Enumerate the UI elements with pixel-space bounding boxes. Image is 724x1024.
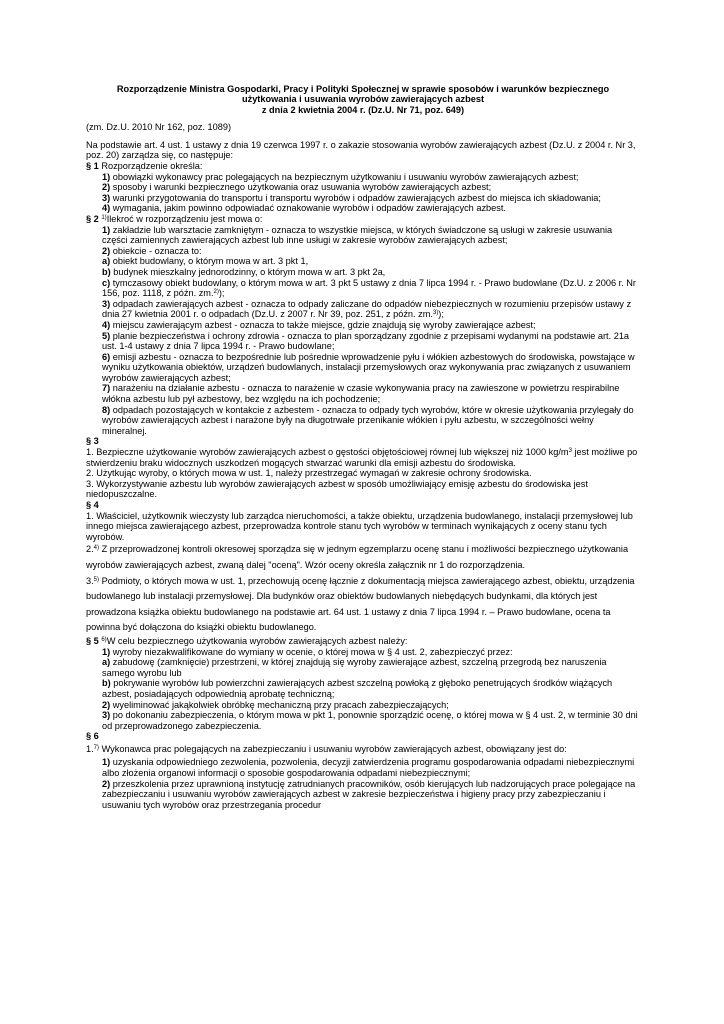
section-2-item-3: 3) odpadach zawierających azbest - oznacza to odpady zaliczane do odpadów niebezpiecznych w rozumieniu przepisów ustawy z dnia 27 kwietnia 2001 r. o odpadach (Dz.U. z 2007 r. Nr 39, poz. 251, z późn. zm.$^{3)}$); <box>102 298 632 320</box>
section-1-mark: § 1 <box>86 161 99 171</box>
section-4-mark: § 4 <box>86 500 99 510</box>
section-1-item-4: 4) wymagania, jakim powinno odpowiadać oznakowanie wyrobów i odpadów zawierających azbest. <box>102 203 506 214</box>
section-4-para-2: 2.$^{4)}$ Z przeprowadzonej kontroli okresowej sporządza się w jednym egzemplarzu ocenę stanu i możliwości bezpiecznego użytkowania wyrobów zawierających azbest, zwaną dalej "oceną". Wzór oceny określa załącznik nr 1 do rozporządzenia. <box>86 544 629 570</box>
section-2-item-2c: c) tymczasowy obiekt budowlany, o którym mowa w art. 3 pkt 5 ustawy z dnia 7 lipca 1994 r. - Prawo budowlane (Dz.U. z 2006 r. Nr 156, poz. 1118, z późn. zm.$^{2)}$); <box>102 277 636 299</box>
section-5-item-3: 3) po dokonaniu zabezpieczenia, o którym mowa w pkt 1, ponownie sporządzić ocenę, o której mowa w § 4 ust. 2, w terminie 30 dni od przeprowadzonego zabezpieczenia. <box>102 710 638 731</box>
footnote-ref: 1) <box>101 214 107 221</box>
document-title-line-2: użytkowania i usuwania wyrobów zawierających azbest <box>241 94 484 105</box>
footnote-ref: 6) <box>101 636 107 643</box>
section-2-item-2b: b) budynek mieszkalny jednorodzinny, o którym mowa w art. 3 pkt 2a, <box>102 266 386 277</box>
preamble: Na podstawie art. 4 ust. 1 ustawy z dnia 19 czerwca 1997 r. o zakazie stosowania wyrobów zawierających azbest (Dz.U. z 2004 r. Nr 3, poz. 20) zarządza się, co następuje: <box>86 139 636 161</box>
section-2-item-1: 1) zakładzie lub warsztacie zamkniętym - oznacza to wszystkie miejsca, w których świadczone są usługi w zakresie usuwania części zamiennych zawierających azbest lub inne usługi w zakresie wyrobów zawierających azbest; <box>102 224 613 246</box>
section-4-para-1: 1. Właściciel, użytkownik wieczysty lub zarządca nieruchomości, a także obiektu, urządzenia budowlanego, instalacji przemysłowej lub innego miejsca zawierającego azbest, przeprowadza kontrole stanu tych wyrobów w terminach wynikających z oceny stanu tych wyrobów. <box>86 510 633 542</box>
section-6-item-1: 1) uzyskania odpowiedniego zezwolenia, pozwolenia, decyzji zatwierdzenia programu gospodarowania odpadami niebezpiecznymi albo złożenia organowi informacji o sposobie gospodarowania odpadami niebezpiecznymi; <box>102 757 635 779</box>
section-5-item-1b: b) pokrywanie wyrobów lub powierzchni zawierających azbest szczelną powłoką z głęboko penetrujących środków wiążących azbest, posiadających odpowiednią aprobatę techniczną; <box>102 678 613 699</box>
section-2-item-4: 4) miejscu zawierającym azbest - oznacza to także miejsce, gdzie znajdują się wyroby zawierające azbest; <box>102 319 536 330</box>
section-5-mark: § 5 <box>86 635 99 646</box>
document-page <box>86 84 640 810</box>
section-6-item-2: 2) przeszkolenia przez uprawnioną instytucję zatrudnianych pracowników, osób kierujących lub nadzorujących prace polegające na zabezpieczaniu i usuwaniu wyrobów zawierających azbest w zakresie bezpieczeństwa i higieny pracy przy zabezpieczaniu i usuwaniu tych wyrobów oraz przestrzegania procedur <box>102 778 636 810</box>
footnote-ref: 4) <box>93 545 100 552</box>
section-3-mark: § 3 <box>86 436 99 447</box>
section-1-item-3: 3) warunki przygotowania do transportu i transportu wyrobów i odpadów zawierających azbest do miejsca ich składowania; <box>102 192 601 203</box>
amendment-note: (zm. Dz.U. 2010 Nr 162, poz. 1089) <box>86 122 232 133</box>
footnote-ref: 5) <box>93 576 100 583</box>
footnote-ref: 3) <box>432 310 439 317</box>
section-5-item-2: 2) wyeliminować jakąkolwiek obróbkę mechaniczną przy pracach zabezpieczających; <box>102 699 449 710</box>
section-6-para-1: 1.$^{7)}$ Wykonawca prac polegających na zabezpieczaniu i usuwaniu wyrobów zawierających azbest, obowiązany jest do: <box>86 743 567 754</box>
section-6-mark: § 6 <box>86 731 99 742</box>
section-1-item-1: 1) obowiązki wykonawcy prac polegających na bezpiecznym użytkowaniu i usuwaniu wyrobów zawierających azbest; <box>102 171 579 182</box>
footnote-ref: 7) <box>93 744 100 751</box>
section-2-intro: § 2 $^{1)}$Ilekroć w rozporządzeniu jest mowa o: <box>86 213 263 224</box>
section-1-item-2: 2) sposoby i warunki bezpiecznego użytkowania oraz usuwania wyrobów zawierających azbest; <box>102 182 492 193</box>
section-5-item-1: 1) wyroby niezakwalifikowane do wymiany w ocenie, o której mowa w § 4 ust. 2, zabezpieczyć przez: <box>102 646 513 657</box>
section-1-intro: § 1 Rozporządzenie określa: <box>86 161 203 171</box>
section-2-item-2a: a) obiekt budowlany, o którym mowa w art. 3 pkt 1, <box>102 256 309 267</box>
section-2-item-2: 2) obiekcie - oznacza to: <box>102 245 202 256</box>
section-2-item-6: 6) emisji azbestu - oznacza to bezpośrednie lub pośrednie wprowadzenie pyłu i włókien azbestowych do środowiska, powstające w wyniku użytkowania obiektów, urządzeń budowlanych, instalacji przemysłowych oraz wykonywania prac związanych z usuwaniem wyrobów zawierających azbest; <box>102 351 635 383</box>
section-4-para-3: 3.$^{5)}$ Podmioty, o których mowa w ust. 1, przechowują ocenę łącznie z dokumentacją miejsca zawierającego azbest, obiektu, urządzenia budowlanego lub instalacji przemysłowej. Dla budynków oraz obiektów budowlanych niebędących budynkami, dla których jest prowadzona książka obiektu budowlanego na podstawie art. 64 ust. 1 ustawy z dnia 7 lipca 1994 r. – Prawo budowlane, ocena ta powinna być dołączona do książki obiektu budowlanego. <box>86 575 635 633</box>
document-title-line-3: z dnia 2 kwietnia 2004 r. (Dz.U. Nr 71, poz. 649) <box>261 104 465 115</box>
section-5-item-1a: a) zabudowę (zamknięcie) przestrzeni, w której znajdują się wyroby zawierające azbest, szczelną przegrodą bez naruszenia samego wyrobu lub <box>102 657 607 678</box>
footnote-ref: 2) <box>213 289 219 296</box>
section-3-para-2: 2. Użytkując wyroby, o których mowa w ust. 1, należy przestrzegać wymagań w zakresie ochrony środowiska. <box>86 468 532 479</box>
section-2-item-5: 5) planie bezpieczeństwa i ochrony zdrowia - oznacza to plan sporządzany zgodnie z przepisami wydanymi na podstawie art. 21a ust. 1-4 ustawy z dnia 7 lipca 1994 r. - Prawo budowlane; <box>102 330 630 352</box>
section-5-intro: § 5 $^{6)}$W celu bezpiecznego użytkowania wyrobów zawierających azbest należy: <box>86 635 408 646</box>
section-2-mark: § 2 <box>86 213 99 224</box>
section-3-para-3: 3. Wykorzystywanie azbestu lub wyrobów zawierających azbest w sposób umożliwiający emisję azbestu do środowiska jest niedopuszczalne. <box>86 478 588 500</box>
section-3-para-1: 1. Bezpieczne użytkowanie wyrobów zawierających azbest o gęstości objętościowej równej lub większej niż 1000 $kg/m^3$ jest możliwe po stwierdzeniu braku widocznych uszkodzeń mogących stwarzać warunki dla emisji azbestu do środowiska. <box>86 447 638 468</box>
section-2-item-8: 8) odpadach pozostających w kontakcie z azbestem - oznacza to odpady tych wyrobów, które w okresie użytkowania przylegały do wyrobów zawierających azbest i narażone były na długotrwałe przenikanie włókien i pyłu azbestu, w szczególności wełny mineralnej. <box>102 404 634 436</box>
section-2-item-7: 7) narażeniu na działanie azbestu - oznacza to narażenie w czasie wykonywania pracy na zawieszone w powietrzu respirabilne włókna azbestu lub pył azbestowy, bez względu na ich pochodzenie; <box>102 383 620 405</box>
document-title-line-1: Rozporządzenie Ministra Gospodarki, Pracy i Polityki Społecznej w sprawie sposobów i warunków bezpiecznego <box>116 84 610 94</box>
